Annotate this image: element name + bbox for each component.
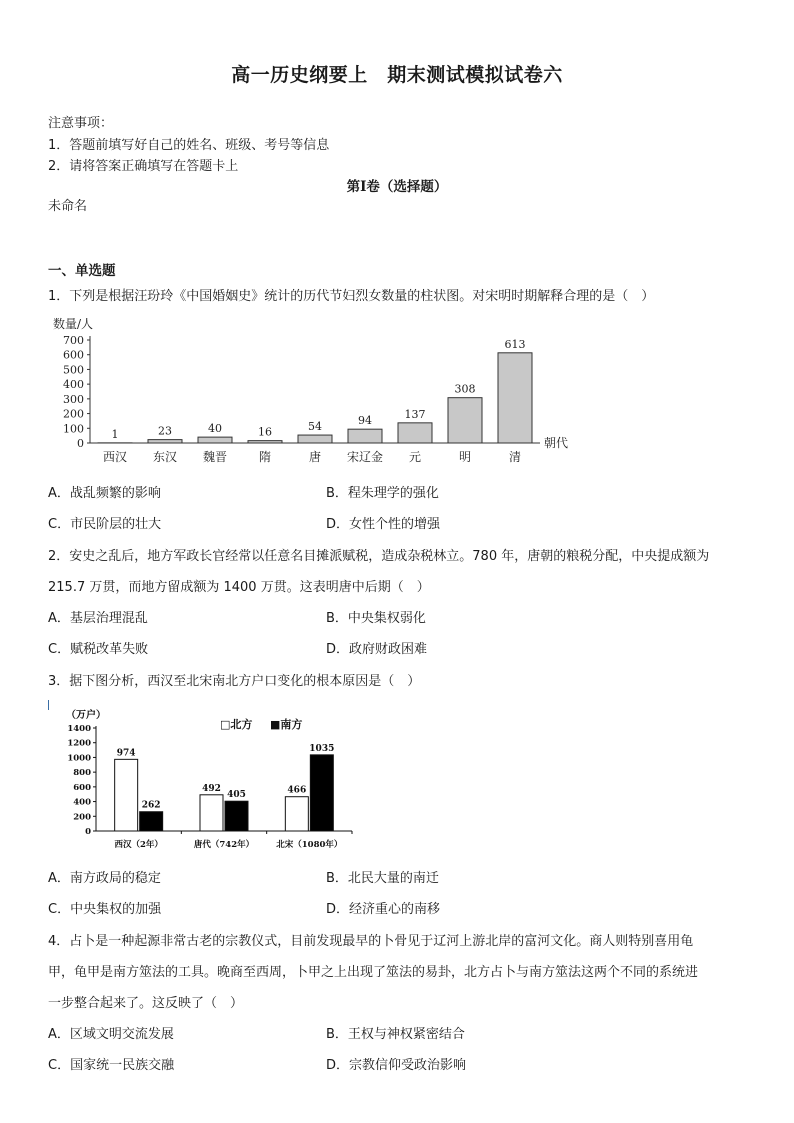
data-label: 262 [141,800,161,811]
question-4-option-b[interactable]: B．王权与神权紧密结合 [326,1027,465,1042]
y-tick-label: 1400 [67,724,91,734]
bar [115,759,138,831]
bar [285,797,308,831]
section-title: 一、单选题 [48,263,116,279]
bar [248,441,282,443]
data-label: 308 [454,382,476,396]
bar [225,801,248,831]
y-tick-label: 1200 [67,738,91,749]
y-tick-label: 600 [63,348,84,362]
x-tick-label: 元 [408,450,422,464]
question-1-option-c[interactable]: C．市民阶层的壮大 [48,517,162,532]
y-tick-label: 100 [63,422,84,436]
question-4-stem: 4．占卜是一种起源非常古老的宗教仪式，目前发现最早的卜骨见于辽河上游北岸的富河文化。商人则特别喜用龟 [48,934,694,949]
x-tick-label: 东汉 [152,450,178,464]
bar [200,795,223,831]
data-label: 94 [358,414,372,428]
x-tick-label: 清 [508,450,522,464]
data-label: 613 [504,337,526,351]
data-label: 405 [227,790,246,801]
notice-item: 1．答题前填写好自己的姓名、班级、考号等信息 [48,138,330,153]
notice-heading: 注意事项： [48,116,114,131]
data-label: 40 [208,422,222,436]
data-label: 54 [308,420,322,434]
legend-entry: □北方 [220,718,253,731]
y-tick-label: 200 [73,812,91,823]
data-label: 1035 [309,743,335,754]
question-1-option-b[interactable]: B．程朱理学的强化 [326,486,439,501]
question-3-option-c[interactable]: C．中央集权的加强 [48,902,162,917]
data-label: 137 [404,407,426,421]
question-3-option-b[interactable]: B．北民大量的南迁 [326,871,439,886]
chart-2 [66,708,352,850]
chart-1-svg [50,314,590,470]
y-axis-label: 数量/人 [53,317,94,331]
y-tick-label: 600 [73,782,91,793]
x-tick-label: 西汉（2年） [114,840,163,850]
data-label: 466 [287,785,307,796]
question-4-option-a[interactable]: A．区域文明交流发展 [48,1027,174,1042]
question-2-option-b[interactable]: B．中央集权弱化 [326,611,426,626]
data-label: 492 [202,783,221,794]
y-tick-label: 0 [85,827,91,837]
question-2-option-d[interactable]: D．政府财政困难 [326,642,428,657]
y-tick-label: 200 [63,407,84,421]
data-label: 23 [158,424,172,438]
part-title: 第I卷（选择题） [346,179,448,195]
question-4-option-d[interactable]: D．宗教信仰受政治影响 [326,1058,467,1073]
bar [198,437,232,443]
question-3-option-d[interactable]: D．经济重心的南移 [326,902,441,917]
y-axis-label: （万户） [66,710,106,721]
bar [448,398,482,443]
image-anchor-mark [48,700,49,710]
x-tick-label: 唐代（742年） [193,840,255,850]
bar [298,435,332,443]
question-4-stem: 一步整合起来了。这反映了（ ） [48,996,244,1011]
question-2-stem: 215.7 万贯，而地方留成额为 1400 万贯。这表明唐中后期（ ） [48,580,430,595]
bar [140,812,163,831]
y-tick-label: 300 [63,392,84,406]
x-tick-label: 西汉 [102,450,128,464]
page-title: 高一历史纲要上 期末测试模拟试卷六 [231,64,563,86]
question-2-option-a[interactable]: A．基层治理混乱 [48,611,148,626]
x-tick-label: 魏晋 [202,450,228,464]
question-4-option-c[interactable]: C．国家统一民族交融 [48,1058,175,1073]
question-4-stem: 甲，龟甲是南方筮法的工具。晚商至西周，卜甲之上出现了筮法的易卦，北方占卜与南方筮法这两个不同的系统进 [48,965,699,980]
bar [310,755,333,831]
question-1-option-a[interactable]: A．战乱频繁的影响 [48,486,161,501]
question-2-option-c[interactable]: C．赋税改革失败 [48,642,149,657]
question-3-stem: 3．据下图分析，西汉至北宋南北方户口变化的根本原因是（ ） [48,674,421,689]
bar [398,423,432,443]
x-axis-label: 朝代 [544,436,569,450]
y-tick-label: 1000 [67,753,91,764]
bar [498,353,532,443]
question-1-option-d[interactable]: D．女性个性的增强 [326,517,441,532]
notice-item: 2．请将答案正确填写在答题卡上 [48,159,239,174]
y-tick-label: 800 [73,768,91,779]
question-1-stem: 1．下列是根据汪玢玲《中国婚姻史》统计的历代节妇烈女数量的柱状图。对宋明时期解释合理的是（ ） [48,289,655,304]
chart-2-svg [60,706,360,856]
legend-entry: ■南方 [270,718,303,731]
y-tick-label: 400 [73,797,91,808]
y-tick-label: 500 [63,363,84,377]
data-label: 974 [116,748,136,759]
y-tick-label: 0 [77,437,84,450]
chart-1 [53,316,568,464]
data-label: 16 [258,425,272,439]
x-tick-label: 唐 [308,450,322,464]
x-tick-label: 宋辽金 [346,450,384,464]
bar [148,440,182,443]
unnamed-label: 未命名 [48,199,88,214]
question-3-option-a[interactable]: A．南方政局的稳定 [48,871,161,886]
bar [348,429,382,443]
data-label: 1 [111,427,119,441]
x-tick-label: 北宋（1080年） [276,840,343,850]
question-2-stem: 2．安史之乱后，地方军政长官经常以任意名目摊派赋税，造成杂税林立。780 年，唐朝的粮税分配，中央提成额为 [48,549,710,564]
x-tick-label: 隋 [258,450,272,464]
x-tick-label: 明 [458,450,472,464]
y-tick-label: 700 [63,334,84,347]
y-tick-label: 400 [63,378,84,392]
